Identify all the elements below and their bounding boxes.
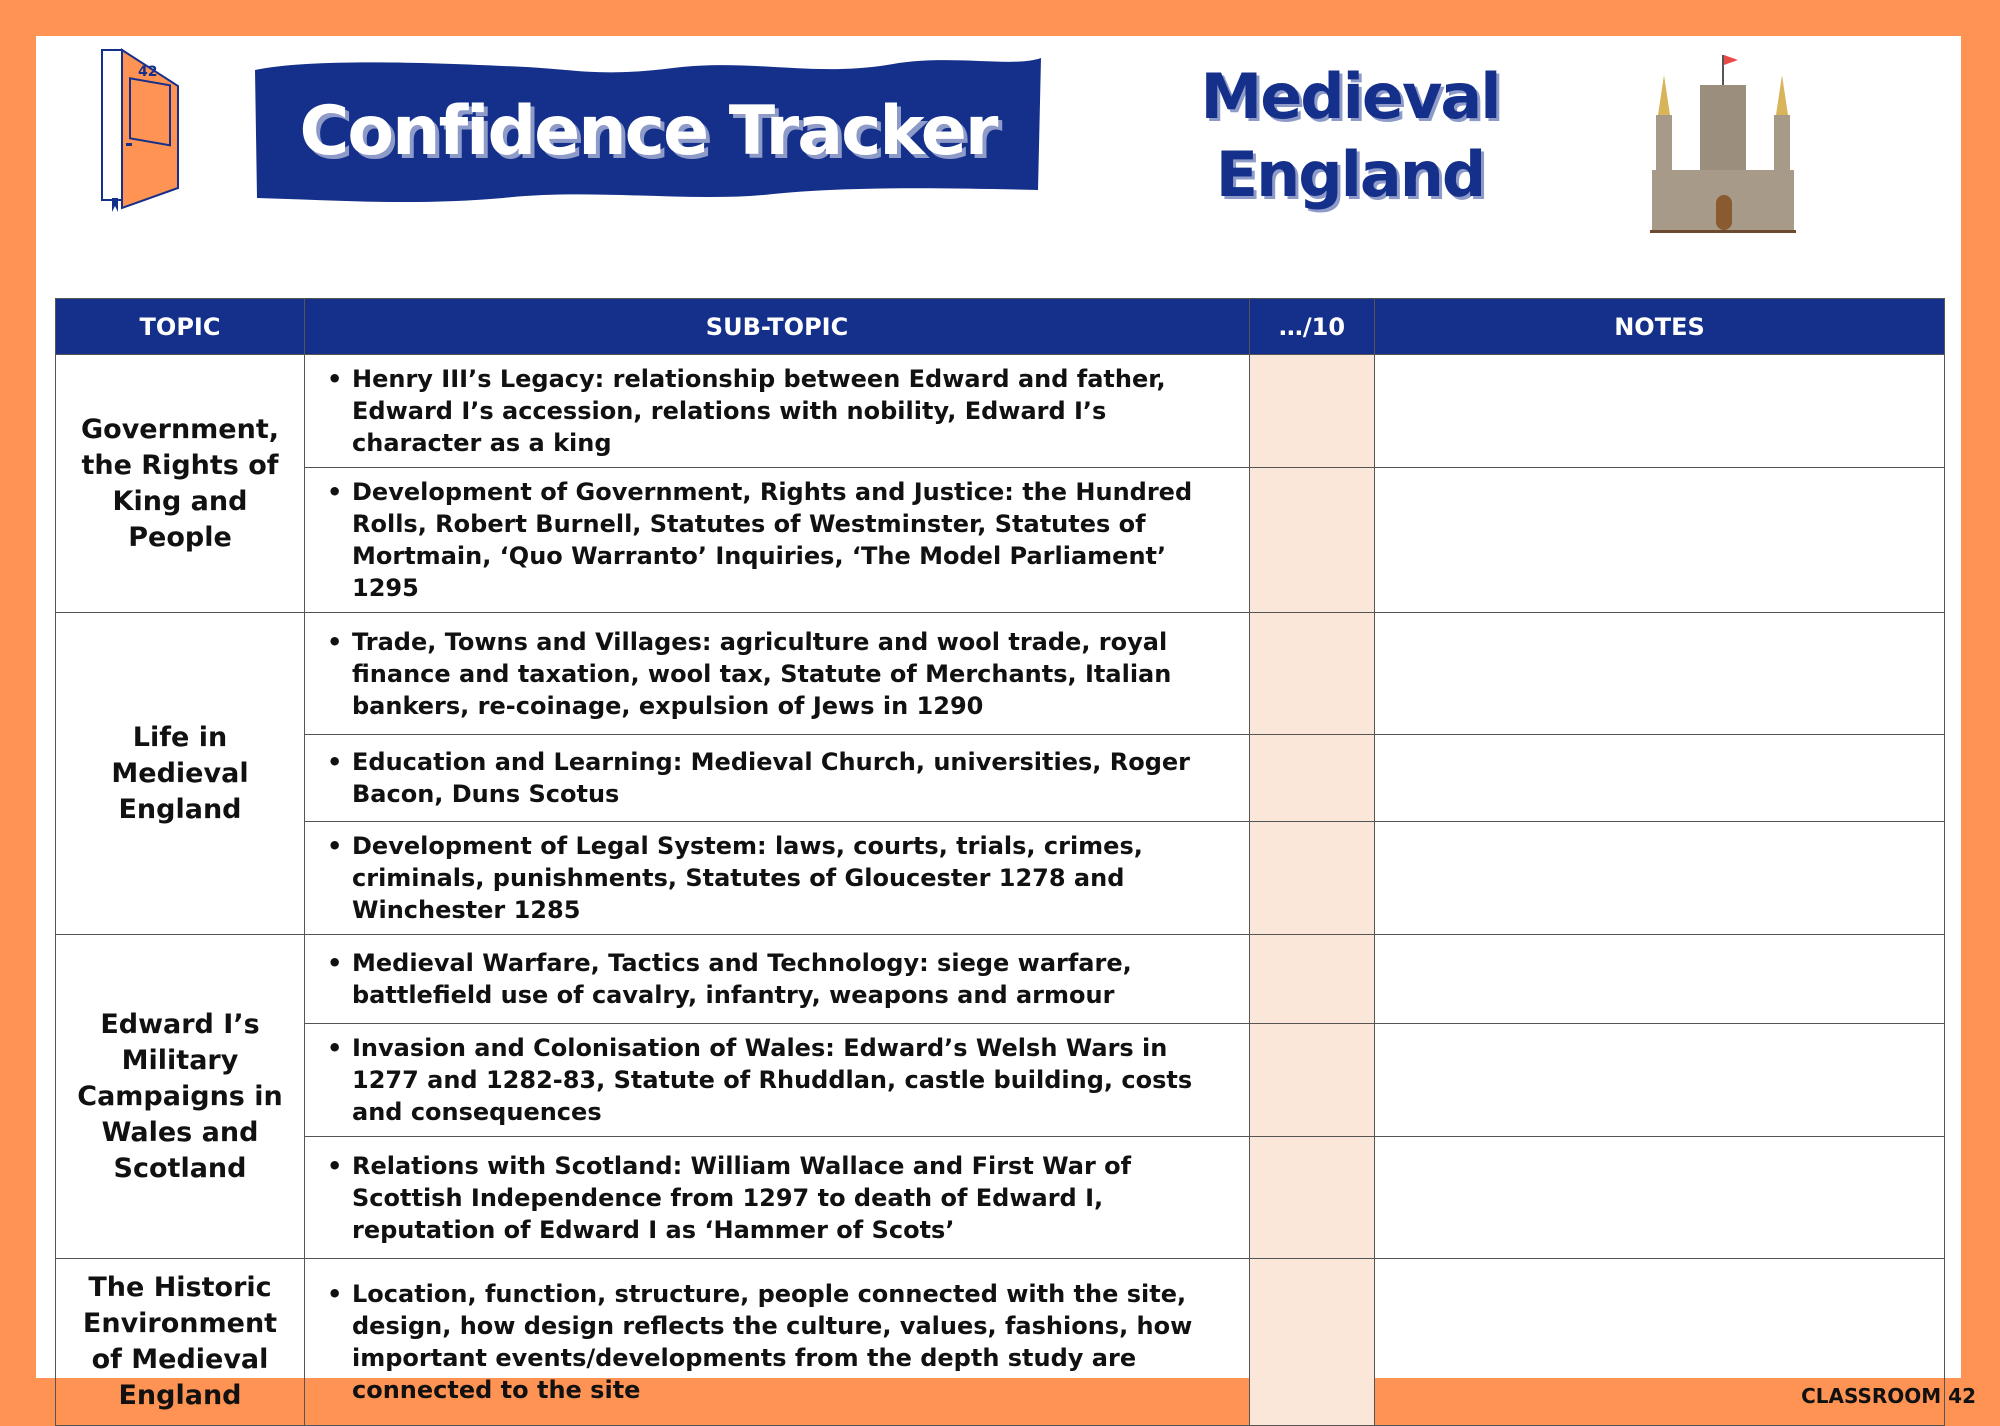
notes-input[interactable] [1375, 735, 1945, 822]
subtopic-cell [305, 822, 1250, 935]
score-input[interactable] [1250, 935, 1375, 1024]
notes-input[interactable] [1375, 935, 1945, 1024]
subtopic-cell [305, 1024, 1250, 1137]
subtopic-cell [305, 1259, 1250, 1426]
page-title: Confidence Tracker [299, 91, 997, 171]
subtopic-cell [305, 613, 1250, 735]
header-score: …/10 [1250, 299, 1375, 355]
subtopic-item: • Henry III’s Legacy: relationship between Edward and father, Edward I’s accession, relations with nobility, Edward I’s character as a king [327, 363, 1235, 459]
topic-cell: The Historic Environment of Medieval England [56, 1259, 305, 1426]
subtopic-item: • Education and Learning: Medieval Church, universities, Roger Bacon, Duns Scotus [327, 746, 1235, 810]
door-logo-icon [100, 48, 182, 212]
score-input[interactable] [1250, 468, 1375, 613]
subtopic-cell [305, 468, 1250, 613]
score-input[interactable] [1250, 1259, 1375, 1426]
subject-title: Medieval England [1200, 60, 1500, 211]
confidence-table [55, 298, 1945, 1426]
subtopic-item: • Development of Government, Rights and Justice: the Hundred Rolls, Robert Burnell, Statutes of Westminster, Statutes of Mortmain, ‘Quo Warranto’ Inquiries, ‘The Model Parliament’ 1295 [327, 476, 1235, 604]
subtopic-item: • Invasion and Colonisation of Wales: Edward’s Welsh Wars in 1277 and 1282-83, Statute of Rhuddlan, castle building, costs and consequences [327, 1032, 1235, 1128]
header-notes: NOTES [1375, 299, 1945, 355]
castle-icon [1638, 55, 1808, 235]
subtopic-cell [305, 935, 1250, 1024]
score-input[interactable] [1250, 735, 1375, 822]
score-input[interactable] [1250, 613, 1375, 735]
score-input[interactable] [1250, 822, 1375, 935]
topic-cell: Edward I’s Military Campaigns in Wales and Scotland [56, 935, 305, 1259]
score-input[interactable] [1250, 1024, 1375, 1137]
notes-input[interactable] [1375, 355, 1945, 468]
topic-cell: Government, the Rights of King and People [56, 355, 305, 613]
score-input[interactable] [1250, 355, 1375, 468]
header-sub-topic: SUB-TOPIC [305, 299, 1250, 355]
notes-input[interactable] [1375, 468, 1945, 613]
subtopic-cell [305, 1137, 1250, 1259]
subtopic-item: • Location, function, structure, people connected with the site, design, how design reflects the culture, values, fashions, how important events/developments from the depth study are connected to the site [327, 1278, 1235, 1406]
subtopic-cell [305, 735, 1250, 822]
svg-text:42: 42 [138, 64, 158, 80]
subtopic-item: • Development of Legal System: laws, courts, trials, crimes, criminals, punishments, Statutes of Gloucester 1278 and Winchester 1285 [327, 830, 1235, 926]
notes-input[interactable] [1375, 1024, 1945, 1137]
header-topic: TOPIC [56, 299, 305, 355]
topic-cell: Life in Medieval England [56, 613, 305, 935]
notes-input[interactable] [1375, 613, 1945, 735]
notes-input[interactable] [1375, 1137, 1945, 1259]
notes-input[interactable] [1375, 822, 1945, 935]
score-input[interactable] [1250, 1137, 1375, 1259]
subtopic-item: • Trade, Towns and Villages: agriculture and wool trade, royal finance and taxation, wool tax, Statute of Merchants, Italian bankers, re-coinage, expulsion of Jews in 1290 [327, 626, 1235, 722]
brand-footer: CLASSROOM 42 [1801, 1384, 1976, 1408]
subtopic-cell [305, 355, 1250, 468]
subtopic-item: • Medieval Warfare, Tactics and Technology: siege warfare, battlefield use of cavalry, infantry, weapons and armour [327, 947, 1235, 1011]
subtopic-item: • Relations with Scotland: William Wallace and First War of Scottish Independence from 1297 to death of Edward I, reputation of Edward I as ‘Hammer of Scots’ [327, 1150, 1235, 1246]
